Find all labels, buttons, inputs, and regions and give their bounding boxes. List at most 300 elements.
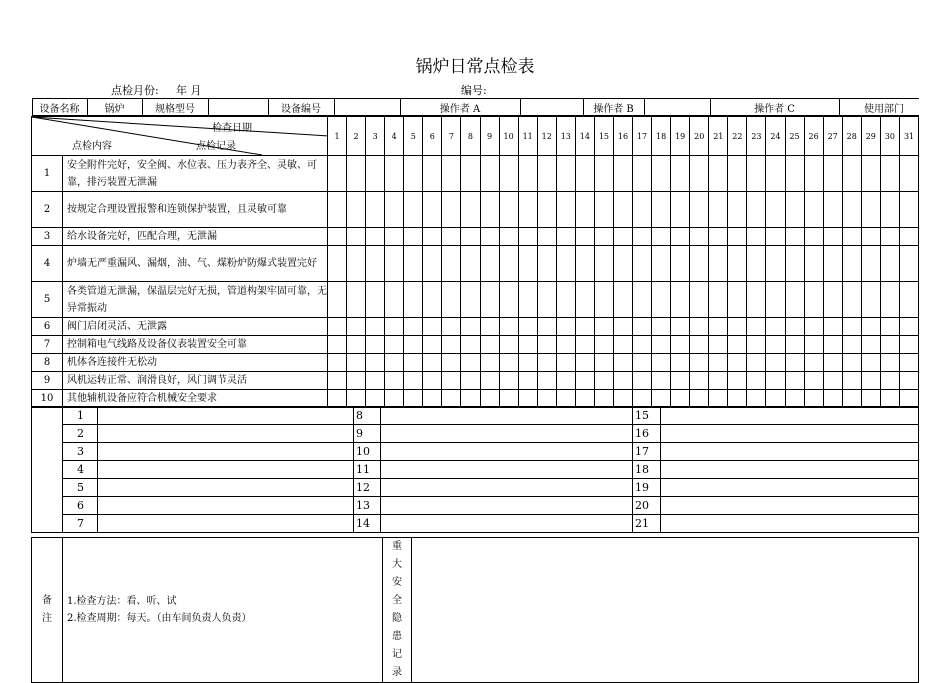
check-cell[interactable]	[690, 156, 709, 192]
check-cell[interactable]	[385, 390, 404, 408]
check-cell[interactable]	[842, 246, 861, 282]
check-cell[interactable]	[575, 156, 594, 192]
check-cell[interactable]	[652, 156, 671, 192]
check-cell[interactable]	[880, 390, 899, 408]
check-cell[interactable]	[442, 318, 461, 336]
check-cell[interactable]	[404, 336, 423, 354]
check-cell[interactable]	[499, 390, 518, 408]
issue-field[interactable]	[98, 407, 354, 425]
check-cell[interactable]	[880, 336, 899, 354]
check-cell[interactable]	[594, 372, 613, 390]
check-cell[interactable]	[404, 354, 423, 372]
check-cell[interactable]	[347, 318, 366, 336]
equipment-no-field[interactable]	[334, 99, 400, 116]
check-cell[interactable]	[652, 228, 671, 246]
check-cell[interactable]	[480, 336, 499, 354]
check-cell[interactable]	[613, 390, 632, 408]
check-cell[interactable]	[880, 192, 899, 228]
check-cell[interactable]	[385, 228, 404, 246]
check-cell[interactable]	[423, 372, 442, 390]
check-cell[interactable]	[404, 228, 423, 246]
check-cell[interactable]	[594, 246, 613, 282]
check-cell[interactable]	[347, 372, 366, 390]
check-cell[interactable]	[671, 354, 690, 372]
check-cell[interactable]	[880, 156, 899, 192]
check-cell[interactable]	[747, 318, 766, 336]
check-cell[interactable]	[613, 192, 632, 228]
check-cell[interactable]	[594, 390, 613, 408]
check-cell[interactable]	[671, 390, 690, 408]
check-cell[interactable]	[518, 372, 537, 390]
check-cell[interactable]	[423, 192, 442, 228]
check-cell[interactable]	[537, 318, 556, 336]
check-cell[interactable]	[671, 282, 690, 318]
issue-field[interactable]	[381, 479, 633, 497]
check-cell[interactable]	[690, 246, 709, 282]
check-cell[interactable]	[347, 228, 366, 246]
equipment-name-value[interactable]: 锅炉	[87, 99, 142, 116]
check-cell[interactable]	[709, 246, 728, 282]
issue-field[interactable]	[661, 479, 919, 497]
check-cell[interactable]	[709, 282, 728, 318]
check-cell[interactable]	[899, 156, 918, 192]
check-cell[interactable]	[728, 354, 747, 372]
check-cell[interactable]	[766, 282, 785, 318]
check-cell[interactable]	[747, 192, 766, 228]
check-cell[interactable]	[366, 318, 385, 336]
issue-field[interactable]	[661, 425, 919, 443]
check-cell[interactable]	[556, 336, 575, 354]
check-cell[interactable]	[613, 336, 632, 354]
check-cell[interactable]	[747, 390, 766, 408]
check-cell[interactable]	[633, 372, 652, 390]
check-cell[interactable]	[823, 282, 842, 318]
check-cell[interactable]	[328, 228, 347, 246]
check-cell[interactable]	[423, 318, 442, 336]
check-cell[interactable]	[709, 336, 728, 354]
check-cell[interactable]	[594, 156, 613, 192]
check-cell[interactable]	[766, 228, 785, 246]
check-cell[interactable]	[861, 156, 880, 192]
check-cell[interactable]	[575, 372, 594, 390]
check-cell[interactable]	[709, 390, 728, 408]
check-cell[interactable]	[747, 246, 766, 282]
check-cell[interactable]	[633, 336, 652, 354]
check-cell[interactable]	[347, 336, 366, 354]
check-cell[interactable]	[690, 192, 709, 228]
check-cell[interactable]	[442, 390, 461, 408]
check-cell[interactable]	[556, 390, 575, 408]
check-cell[interactable]	[861, 318, 880, 336]
check-cell[interactable]	[461, 156, 480, 192]
issue-field[interactable]	[98, 479, 354, 497]
check-cell[interactable]	[785, 192, 804, 228]
check-cell[interactable]	[385, 354, 404, 372]
issue-field[interactable]	[98, 425, 354, 443]
check-cell[interactable]	[404, 282, 423, 318]
check-cell[interactable]	[442, 336, 461, 354]
check-cell[interactable]	[633, 282, 652, 318]
check-cell[interactable]	[728, 336, 747, 354]
issue-field[interactable]	[381, 461, 633, 479]
issue-field[interactable]	[381, 497, 633, 515]
check-cell[interactable]	[537, 354, 556, 372]
check-cell[interactable]	[652, 336, 671, 354]
check-cell[interactable]	[690, 372, 709, 390]
check-cell[interactable]	[880, 228, 899, 246]
check-cell[interactable]	[880, 372, 899, 390]
check-cell[interactable]	[442, 282, 461, 318]
check-cell[interactable]	[823, 390, 842, 408]
check-cell[interactable]	[899, 318, 918, 336]
check-cell[interactable]	[385, 282, 404, 318]
check-cell[interactable]	[709, 192, 728, 228]
check-cell[interactable]	[518, 354, 537, 372]
check-cell[interactable]	[823, 372, 842, 390]
check-cell[interactable]	[804, 228, 823, 246]
check-cell[interactable]	[652, 372, 671, 390]
check-cell[interactable]	[804, 390, 823, 408]
check-cell[interactable]	[347, 246, 366, 282]
check-cell[interactable]	[594, 282, 613, 318]
check-cell[interactable]	[709, 354, 728, 372]
check-cell[interactable]	[556, 318, 575, 336]
check-cell[interactable]	[328, 192, 347, 228]
check-cell[interactable]	[880, 318, 899, 336]
operator-b-field[interactable]	[644, 99, 710, 116]
check-cell[interactable]	[842, 228, 861, 246]
check-cell[interactable]	[461, 318, 480, 336]
check-cell[interactable]	[518, 282, 537, 318]
check-cell[interactable]	[747, 336, 766, 354]
check-cell[interactable]	[861, 282, 880, 318]
check-cell[interactable]	[842, 192, 861, 228]
check-cell[interactable]	[366, 372, 385, 390]
check-cell[interactable]	[690, 282, 709, 318]
check-cell[interactable]	[499, 228, 518, 246]
check-cell[interactable]	[671, 156, 690, 192]
check-cell[interactable]	[842, 390, 861, 408]
check-cell[interactable]	[537, 246, 556, 282]
check-cell[interactable]	[671, 246, 690, 282]
check-cell[interactable]	[880, 354, 899, 372]
check-cell[interactable]	[652, 390, 671, 408]
check-cell[interactable]	[518, 156, 537, 192]
check-cell[interactable]	[652, 246, 671, 282]
check-cell[interactable]	[423, 156, 442, 192]
check-cell[interactable]	[804, 156, 823, 192]
check-cell[interactable]	[766, 192, 785, 228]
check-cell[interactable]	[633, 390, 652, 408]
check-cell[interactable]	[385, 156, 404, 192]
check-cell[interactable]	[766, 318, 785, 336]
check-cell[interactable]	[328, 390, 347, 408]
check-cell[interactable]	[728, 390, 747, 408]
check-cell[interactable]	[480, 372, 499, 390]
check-cell[interactable]	[518, 192, 537, 228]
check-cell[interactable]	[785, 282, 804, 318]
check-cell[interactable]	[785, 354, 804, 372]
check-cell[interactable]	[480, 390, 499, 408]
check-cell[interactable]	[461, 192, 480, 228]
issue-field[interactable]	[661, 497, 919, 515]
check-cell[interactable]	[537, 390, 556, 408]
check-cell[interactable]	[747, 354, 766, 372]
check-cell[interactable]	[823, 336, 842, 354]
check-cell[interactable]	[480, 354, 499, 372]
check-cell[interactable]	[709, 372, 728, 390]
check-cell[interactable]	[328, 246, 347, 282]
check-cell[interactable]	[728, 246, 747, 282]
check-cell[interactable]	[785, 228, 804, 246]
check-cell[interactable]	[328, 372, 347, 390]
check-cell[interactable]	[404, 156, 423, 192]
check-cell[interactable]	[385, 246, 404, 282]
check-cell[interactable]	[880, 246, 899, 282]
check-cell[interactable]	[480, 318, 499, 336]
check-cell[interactable]	[366, 390, 385, 408]
check-cell[interactable]	[804, 282, 823, 318]
check-cell[interactable]	[671, 318, 690, 336]
check-cell[interactable]	[575, 336, 594, 354]
check-cell[interactable]	[766, 390, 785, 408]
check-cell[interactable]	[804, 372, 823, 390]
check-cell[interactable]	[842, 318, 861, 336]
check-cell[interactable]	[518, 246, 537, 282]
hazard-record-field[interactable]	[412, 538, 919, 683]
issue-field[interactable]	[98, 461, 354, 479]
check-cell[interactable]	[899, 336, 918, 354]
check-cell[interactable]	[861, 246, 880, 282]
issue-field[interactable]	[98, 515, 354, 533]
check-cell[interactable]	[690, 390, 709, 408]
check-cell[interactable]	[518, 390, 537, 408]
check-cell[interactable]	[728, 318, 747, 336]
check-cell[interactable]	[861, 228, 880, 246]
check-cell[interactable]	[461, 372, 480, 390]
issue-field[interactable]	[661, 461, 919, 479]
check-cell[interactable]	[613, 156, 632, 192]
check-cell[interactable]	[613, 354, 632, 372]
check-cell[interactable]	[842, 354, 861, 372]
check-cell[interactable]	[423, 228, 442, 246]
check-cell[interactable]	[842, 282, 861, 318]
check-cell[interactable]	[652, 192, 671, 228]
check-cell[interactable]	[404, 246, 423, 282]
check-cell[interactable]	[747, 282, 766, 318]
check-cell[interactable]	[747, 156, 766, 192]
check-cell[interactable]	[556, 156, 575, 192]
check-cell[interactable]	[499, 282, 518, 318]
issue-field[interactable]	[381, 515, 633, 533]
check-cell[interactable]	[728, 228, 747, 246]
check-cell[interactable]	[518, 318, 537, 336]
check-cell[interactable]	[671, 228, 690, 246]
check-cell[interactable]	[785, 390, 804, 408]
check-cell[interactable]	[785, 156, 804, 192]
check-cell[interactable]	[328, 318, 347, 336]
check-cell[interactable]	[633, 156, 652, 192]
check-cell[interactable]	[823, 228, 842, 246]
check-cell[interactable]	[537, 156, 556, 192]
check-cell[interactable]	[423, 246, 442, 282]
check-cell[interactable]	[480, 192, 499, 228]
check-cell[interactable]	[385, 336, 404, 354]
issue-field[interactable]	[381, 443, 633, 461]
issue-field[interactable]	[381, 425, 633, 443]
check-cell[interactable]	[442, 192, 461, 228]
check-cell[interactable]	[766, 246, 785, 282]
check-cell[interactable]	[747, 228, 766, 246]
check-cell[interactable]	[633, 192, 652, 228]
check-cell[interactable]	[480, 228, 499, 246]
issue-field[interactable]	[661, 515, 919, 533]
check-cell[interactable]	[328, 282, 347, 318]
check-cell[interactable]	[652, 282, 671, 318]
check-cell[interactable]	[899, 390, 918, 408]
check-cell[interactable]	[575, 192, 594, 228]
check-cell[interactable]	[461, 390, 480, 408]
check-cell[interactable]	[652, 354, 671, 372]
check-cell[interactable]	[633, 246, 652, 282]
check-cell[interactable]	[347, 192, 366, 228]
check-cell[interactable]	[594, 354, 613, 372]
check-cell[interactable]	[842, 336, 861, 354]
check-cell[interactable]	[366, 156, 385, 192]
check-cell[interactable]	[823, 318, 842, 336]
check-cell[interactable]	[499, 192, 518, 228]
check-cell[interactable]	[594, 336, 613, 354]
check-cell[interactable]	[899, 282, 918, 318]
check-cell[interactable]	[328, 156, 347, 192]
check-cell[interactable]	[823, 354, 842, 372]
check-cell[interactable]	[461, 246, 480, 282]
model-field[interactable]	[208, 99, 268, 116]
check-cell[interactable]	[404, 390, 423, 408]
check-cell[interactable]	[537, 192, 556, 228]
check-cell[interactable]	[537, 372, 556, 390]
check-cell[interactable]	[366, 336, 385, 354]
check-cell[interactable]	[575, 282, 594, 318]
check-cell[interactable]	[633, 354, 652, 372]
check-cell[interactable]	[537, 336, 556, 354]
check-cell[interactable]	[575, 354, 594, 372]
check-cell[interactable]	[899, 246, 918, 282]
check-cell[interactable]	[861, 192, 880, 228]
issue-field[interactable]	[381, 407, 633, 425]
check-cell[interactable]	[899, 228, 918, 246]
check-cell[interactable]	[385, 372, 404, 390]
check-cell[interactable]	[347, 156, 366, 192]
check-cell[interactable]	[785, 336, 804, 354]
check-cell[interactable]	[747, 372, 766, 390]
check-cell[interactable]	[613, 228, 632, 246]
check-cell[interactable]	[518, 228, 537, 246]
check-cell[interactable]	[804, 318, 823, 336]
check-cell[interactable]	[899, 354, 918, 372]
check-cell[interactable]	[404, 318, 423, 336]
check-cell[interactable]	[423, 354, 442, 372]
check-cell[interactable]	[556, 192, 575, 228]
check-cell[interactable]	[556, 282, 575, 318]
check-cell[interactable]	[709, 228, 728, 246]
check-cell[interactable]	[728, 156, 747, 192]
check-cell[interactable]	[499, 336, 518, 354]
check-cell[interactable]	[366, 228, 385, 246]
check-cell[interactable]	[461, 228, 480, 246]
check-cell[interactable]	[594, 228, 613, 246]
check-cell[interactable]	[347, 282, 366, 318]
check-cell[interactable]	[347, 354, 366, 372]
check-cell[interactable]	[442, 372, 461, 390]
check-cell[interactable]	[404, 372, 423, 390]
check-cell[interactable]	[499, 318, 518, 336]
issue-field[interactable]	[98, 443, 354, 461]
check-cell[interactable]	[328, 354, 347, 372]
check-cell[interactable]	[785, 318, 804, 336]
check-cell[interactable]	[690, 228, 709, 246]
check-cell[interactable]	[499, 372, 518, 390]
check-cell[interactable]	[499, 354, 518, 372]
check-cell[interactable]	[537, 228, 556, 246]
check-cell[interactable]	[766, 156, 785, 192]
check-cell[interactable]	[861, 354, 880, 372]
check-cell[interactable]	[556, 354, 575, 372]
check-cell[interactable]	[613, 246, 632, 282]
check-cell[interactable]	[842, 156, 861, 192]
check-cell[interactable]	[385, 192, 404, 228]
check-cell[interactable]	[633, 228, 652, 246]
check-cell[interactable]	[556, 228, 575, 246]
check-cell[interactable]	[613, 282, 632, 318]
check-cell[interactable]	[766, 336, 785, 354]
check-cell[interactable]	[804, 354, 823, 372]
check-cell[interactable]	[575, 246, 594, 282]
check-cell[interactable]	[404, 192, 423, 228]
check-cell[interactable]	[423, 282, 442, 318]
check-cell[interactable]	[861, 336, 880, 354]
check-cell[interactable]	[423, 336, 442, 354]
check-cell[interactable]	[785, 246, 804, 282]
check-cell[interactable]	[366, 354, 385, 372]
check-cell[interactable]	[652, 318, 671, 336]
check-cell[interactable]	[556, 246, 575, 282]
check-cell[interactable]	[594, 318, 613, 336]
check-cell[interactable]	[899, 192, 918, 228]
check-cell[interactable]	[671, 372, 690, 390]
check-cell[interactable]	[499, 246, 518, 282]
operator-a-field[interactable]	[520, 99, 583, 116]
check-cell[interactable]	[461, 336, 480, 354]
check-cell[interactable]	[804, 246, 823, 282]
check-cell[interactable]	[518, 336, 537, 354]
issue-field[interactable]	[98, 497, 354, 515]
check-cell[interactable]	[823, 156, 842, 192]
issue-field[interactable]	[661, 443, 919, 461]
check-cell[interactable]	[442, 228, 461, 246]
check-cell[interactable]	[709, 318, 728, 336]
check-cell[interactable]	[366, 246, 385, 282]
check-cell[interactable]	[442, 354, 461, 372]
check-cell[interactable]	[366, 192, 385, 228]
check-cell[interactable]	[594, 192, 613, 228]
check-cell[interactable]	[328, 336, 347, 354]
check-cell[interactable]	[423, 390, 442, 408]
issue-field[interactable]	[661, 407, 919, 425]
check-cell[interactable]	[728, 372, 747, 390]
check-cell[interactable]	[480, 156, 499, 192]
check-cell[interactable]	[613, 318, 632, 336]
